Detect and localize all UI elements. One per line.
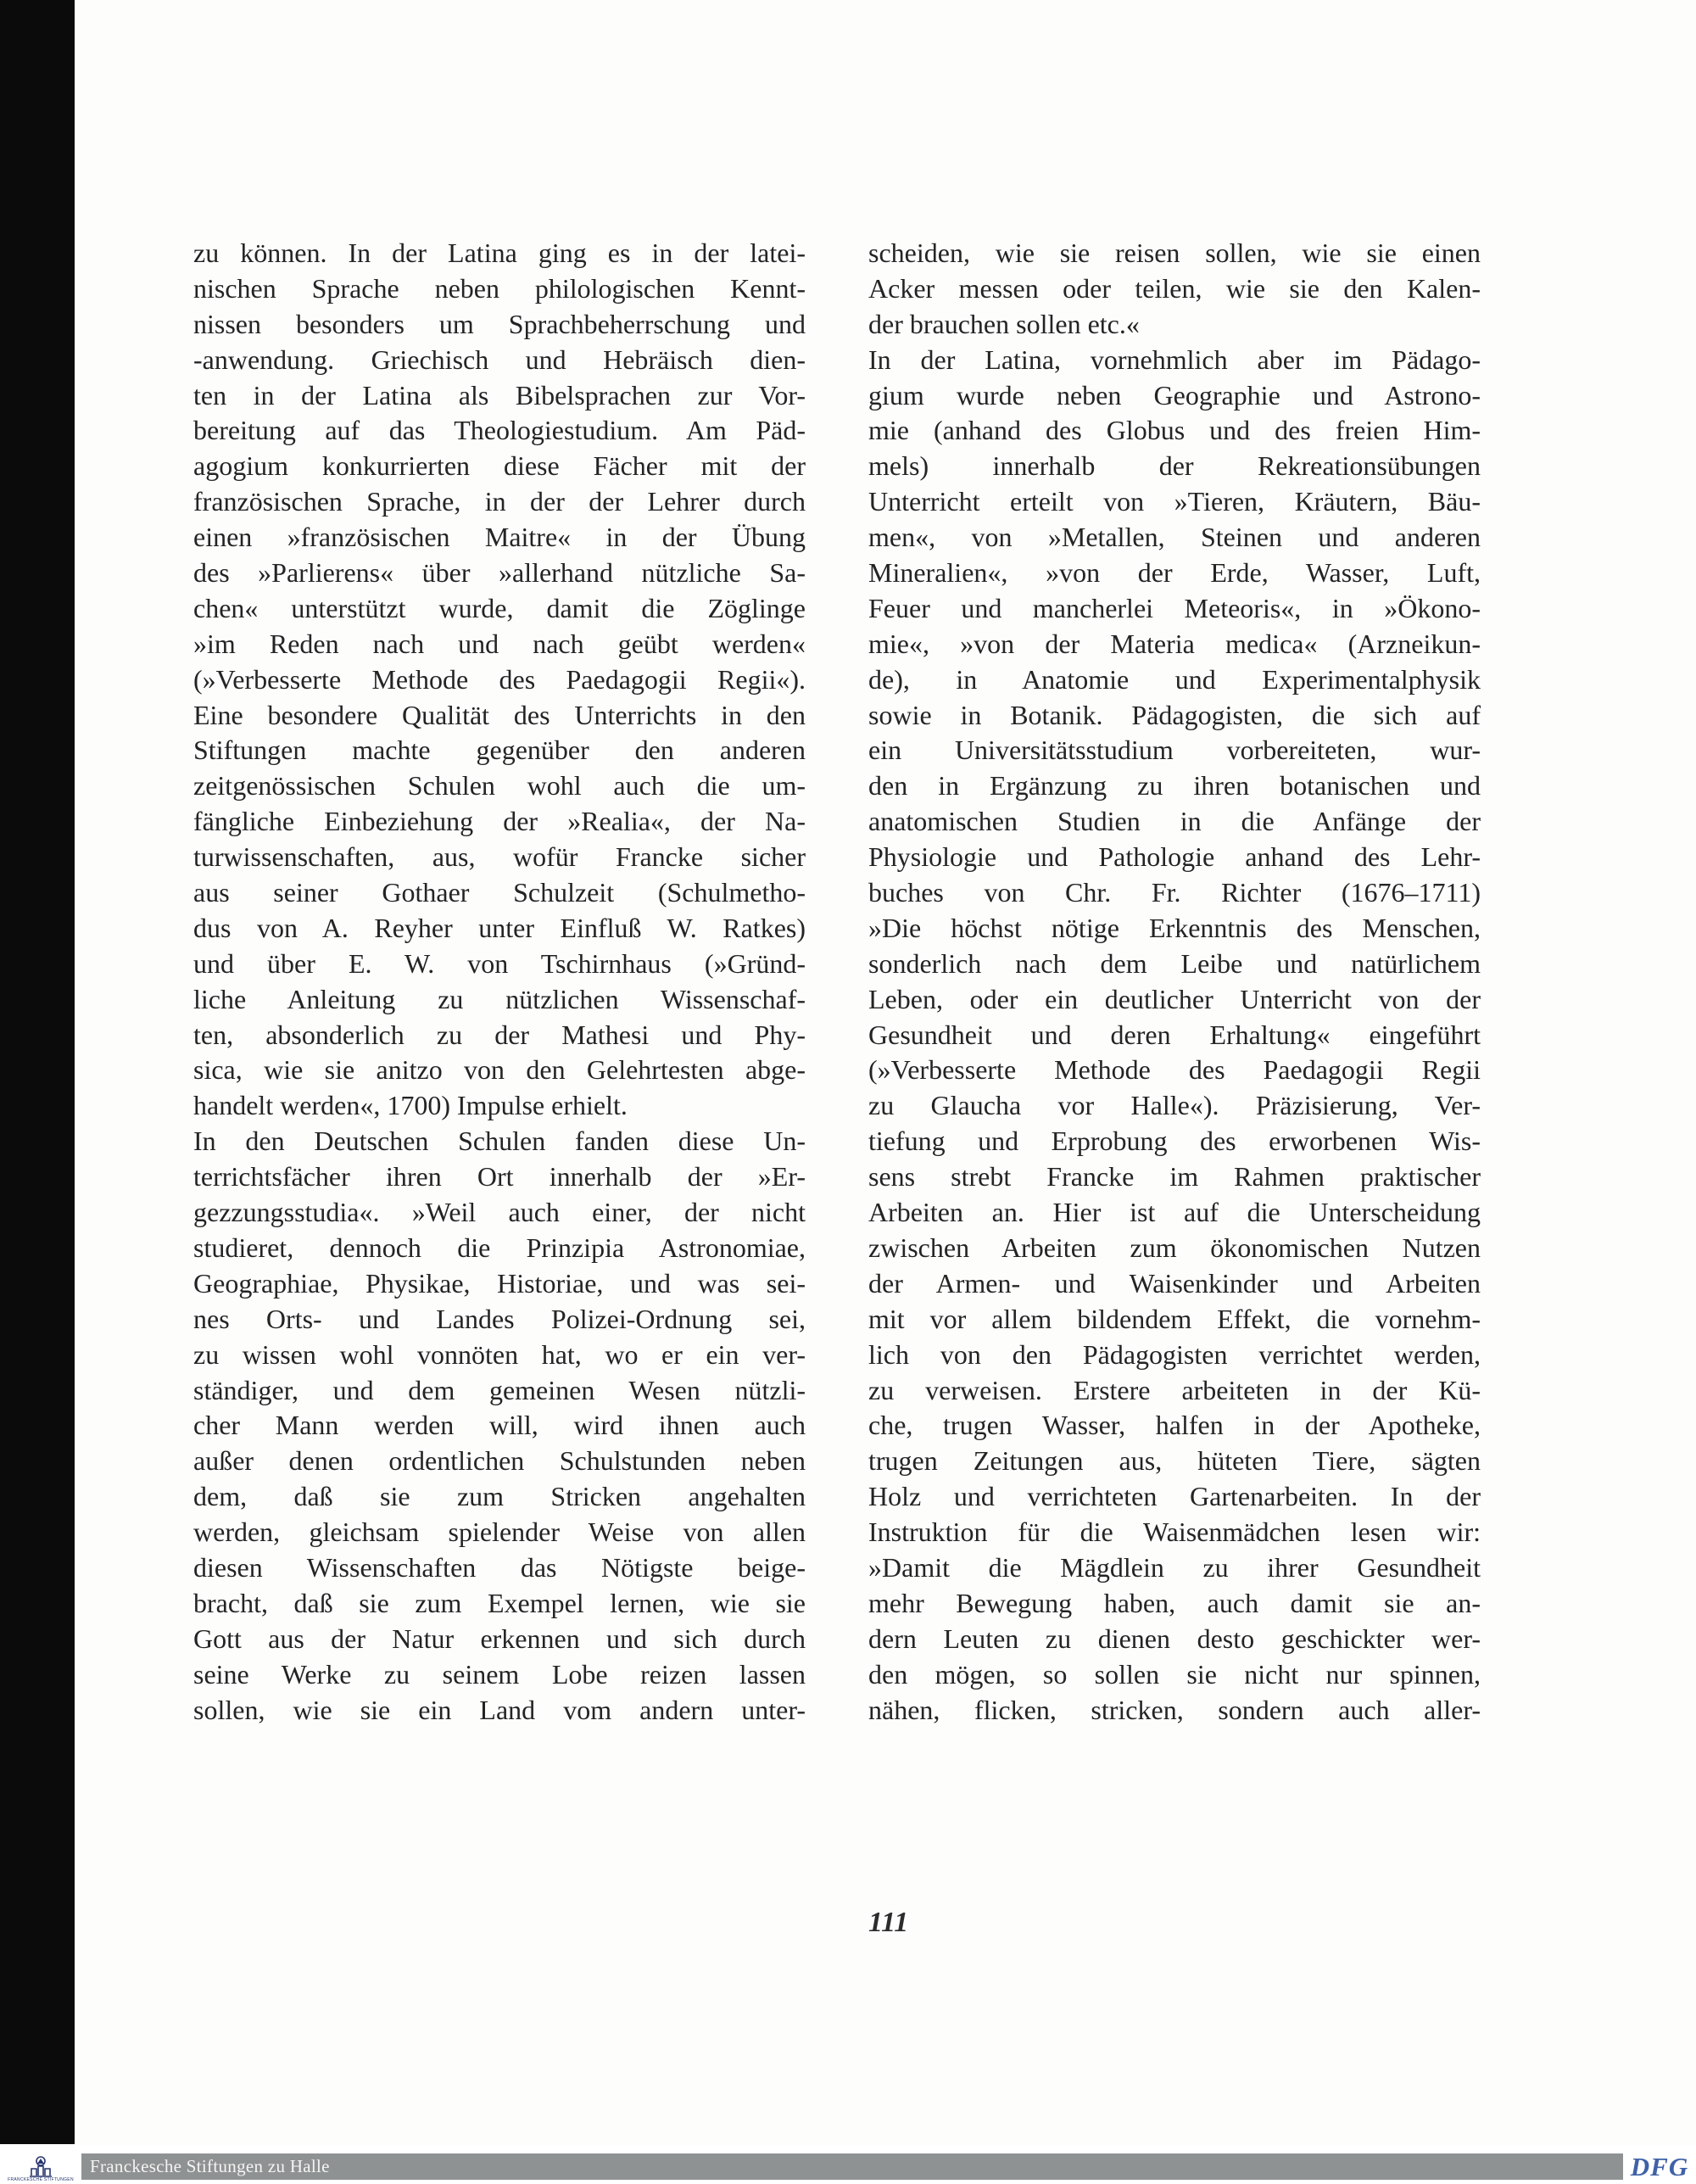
text-line: zu verweisen. Erstere arbeiteten in der Kü- [868,1374,1481,1405]
text-line: studieret, dennoch die Prinzipia Astronomiae, [193,1232,806,1263]
text-line: sonderlich nach dem Leibe und natürlichem [868,947,1481,979]
text-line: Eine besondere Qualität des Unterrichts in den [193,699,806,730]
text-line: und über E. W. von Tschirnhaus (»Gründ- [193,947,806,979]
text-line: ständiger, und dem gemeinen Wesen nützli- [193,1374,806,1405]
text-line: tiefung und Erprobung des erworbenen Wis- [868,1126,1481,1157]
text-line: Gott aus der Natur erkennen und sich durch [193,1623,806,1654]
text-line: ein Universitätsstudium vorbereiteten, wur- [868,735,1481,766]
text-line: des »Parlierens« über »allerhand nützliche Sa- [193,557,806,589]
text-line: seine Werke zu seinem Lobe reizen lassen [193,1658,806,1690]
text-line: der Armen- und Waisenkinder und Arbeiten [868,1267,1481,1299]
text-line: gium wurde neben Geographie und Astrono- [868,379,1481,411]
digitization-footer [0,2145,1696,2184]
text-line: -anwendung. Griechisch und Hebräisch dien- [193,344,806,375]
text-line: mit vor allem bildendem Effekt, die vornehm- [868,1303,1481,1334]
text-line: bracht, daß sie zum Exempel lernen, wie sie [193,1587,806,1618]
text-line: »Damit die Mägdlein zu ihrer Gesundheit [868,1551,1481,1583]
text-line: Feuer und mancherlei Meteoris«, in »Ökono- [868,592,1481,623]
text-line: Arbeiten an. Hier ist auf die Unterscheidung [868,1197,1481,1228]
text-line: gezzungsstudia«. »Weil auch einer, der nicht [193,1197,806,1228]
right-text-column [868,236,1481,1728]
text-line: ten, absonderlich zu der Mathesi und Phy- [193,1019,806,1050]
text-line: (»Verbesserte Methode des Paedagogii Regii [868,1054,1481,1086]
text-line: Leben, oder ein deutlicher Unterricht von der [868,983,1481,1014]
text-line: dern Leuten zu dienen desto geschickter wer- [868,1623,1481,1654]
text-line: den in Ergänzung zu ihren botanischen und [868,770,1481,802]
text-line: einen »französischen Maitre« in der Übung [193,522,806,553]
text-line: agogium konkurrierten diese Fächer mit der [193,450,806,482]
text-line: scheiden, wie sie reisen sollen, wie sie einen [868,237,1481,268]
text-line: »im Reden nach und nach geübt werden« [193,628,806,659]
text-line: Instruktion für die Waisenmädchen lesen wir: [868,1517,1481,1548]
text-line: zwischen Arbeiten zum ökonomischen Nutzen [868,1232,1481,1263]
text-line: de), in Anatomie und Experimentalphysik [868,663,1481,695]
text-line: nischen Sprache neben philologischen Kennt- [193,272,806,304]
text-line: mie (anhand des Globus und des freien Him- [868,415,1481,446]
text-line: bereitung auf das Theologiestudium. Am Päd- [193,415,806,446]
text-line: sollen, wie sie ein Land vom andern unter- [193,1694,806,1725]
franckesche-stiftungen-logo [0,2145,81,2184]
text-line: zu wissen wohl vonnöten hat, wo er ein ver- [193,1338,806,1370]
text-line: cher Mann werden will, wird ihnen auch [193,1410,806,1441]
text-line: aus seiner Gothaer Schulzeit (Schulmetho- [193,877,806,908]
dfg-wordmark-icon: DFG [1623,2153,1696,2180]
text-line: Acker messen oder teilen, wie sie den Kalen- [868,272,1481,304]
page-number: 111 [868,1907,909,1938]
text-line: sowie in Botanik. Pädagogisten, die sich auf [868,699,1481,730]
text-line: zeitgenössischen Schulen wohl auch die um- [193,770,806,802]
text-line: chen« unterstützt wurde, damit die Zöglinge [193,592,806,623]
text-line: den mögen, so sollen sie nicht nur spinnen, [868,1658,1481,1690]
text-line: französischen Sprache, in der der Lehrer durch [193,486,806,517]
text-line: dem, daß sie zum Stricken angehalten [193,1481,806,1512]
text-line: mehr Bewegung haben, auch damit sie an- [868,1587,1481,1618]
text-line: buches von Chr. Fr. Richter (1676–1711) [868,877,1481,908]
text-line: men«, von »Metallen, Steinen und anderen [868,522,1481,553]
text-line: »Die höchst nötige Erkenntnis des Menschen, [868,912,1481,943]
text-line: mie«, »von der Materia medica« (Arzneikun- [868,628,1481,659]
text-line: nes Orts- und Landes Polizei-Ordnung sei, [193,1303,806,1334]
text-line: der brauchen sollen etc.« [868,308,1140,339]
text-line: Holz und verrichteten Gartenarbeiten. In der [868,1481,1481,1512]
text-line: ten in der Latina als Bibelsprachen zur Vor- [193,379,806,411]
text-line: In den Deutschen Schulen fanden diese Un- [193,1126,806,1157]
footer-institution-label: Franckesche Stiftungen zu Halle [90,2156,330,2176]
text-line: Stiftungen machte gegenüber den anderen [193,735,806,766]
text-line: handelt werden«, 1700) Impulse erhielt. [193,1090,628,1121]
text-line: fängliche Einbeziehung der »Realia«, der Na- [193,806,806,837]
text-line: zu können. In der Latina ging es in der latei- [193,237,806,268]
text-line: lich von den Pädagogisten verrichtet werden, [868,1338,1481,1370]
text-line: (»Verbesserte Methode des Paedagogii Regii«). [193,663,806,695]
text-line: nissen besonders um Sprachbeherrschung und [193,308,806,339]
text-line: che, trugen Wasser, halfen in der Apotheke, [868,1410,1481,1441]
text-line: Mineralien«, »von der Erde, Wasser, Luft, [868,557,1481,589]
text-line: außer denen ordentlichen Schulstunden neben [193,1445,806,1477]
text-line: Unterricht erteilt von »Tieren, Kräutern, Bäu- [868,486,1481,517]
text-line: sens strebt Francke im Rahmen praktischer [868,1161,1481,1193]
franckesche-stiftungen-emblem-icon [28,2155,53,2177]
text-line: Physiologie und Pathologie anhand des Lehr- [868,841,1481,873]
text-line: liche Anleitung zu nützlichen Wissenschaf- [193,983,806,1014]
text-line: sica, wie sie anitzo von den Gelehrtesten abge- [193,1054,806,1086]
text-line: trugen Zeitungen aus, hüteten Tiere, sägten [868,1445,1481,1477]
text-line: zu Glaucha vor Halle«). Präzisierung, Ver- [868,1090,1481,1121]
footer-bar [81,2153,1623,2180]
text-line: Gesundheit und deren Erhaltung« eingeführt [868,1019,1481,1050]
text-line: diesen Wissenschaften das Nötigste beige- [193,1551,806,1583]
text-line: mels) innerhalb der Rekreationsübungen [868,450,1481,482]
text-line: nähen, flicken, stricken, sondern auch aller- [868,1694,1481,1725]
text-line: dus von A. Reyher unter Einfluß W. Ratkes) [193,912,806,943]
text-line: In der Latina, vornehmlich aber im Pädago- [868,344,1481,375]
text-line: turwissenschaften, aus, wofür Francke sicher [193,841,806,873]
franckesche-stiftungen-logo-caption: FRANCKESCHE STIFTUNGEN [8,2177,74,2182]
text-line: werden, gleichsam spielender Weise von allen [193,1517,806,1548]
text-line: Geographiae, Physikae, Historiae, und was sei- [193,1267,806,1299]
scan-black-edge [0,0,75,2144]
text-line: terrichtsfächer ihren Ort innerhalb der »Er- [193,1161,806,1193]
left-text-column [193,236,806,1728]
text-line: anatomischen Studien in die Anfänge der [868,806,1481,837]
